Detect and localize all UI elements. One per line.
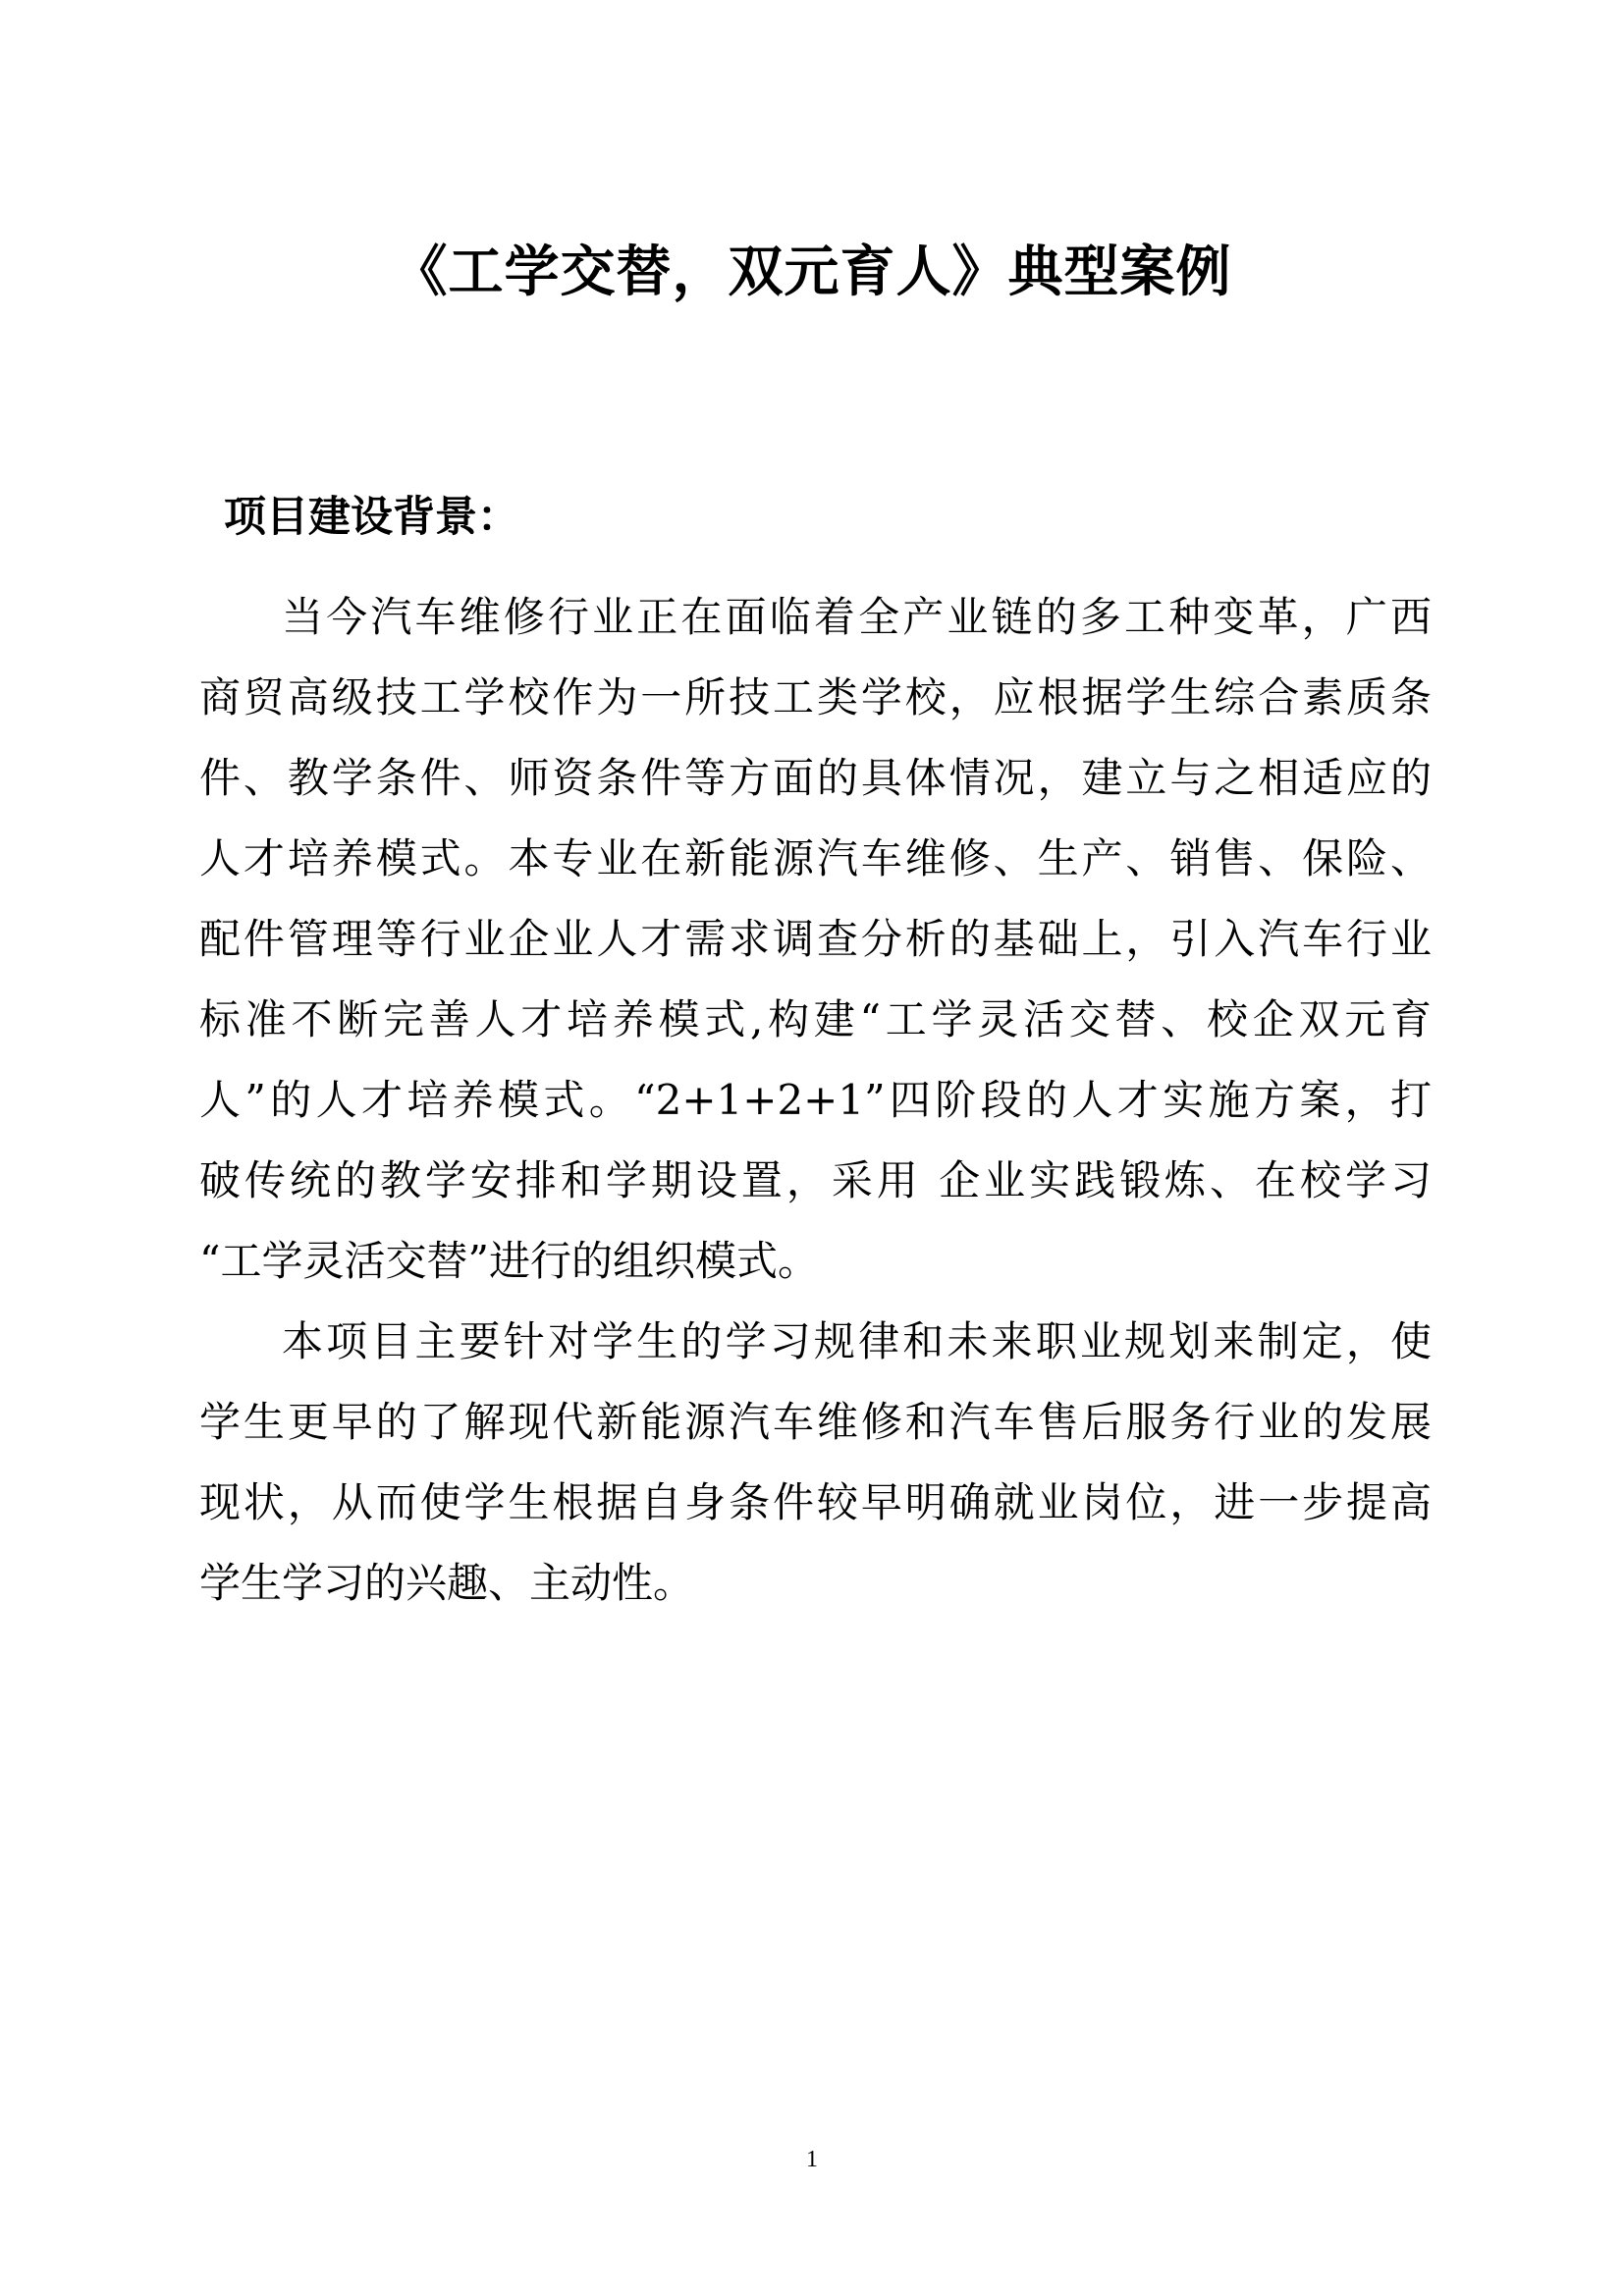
paragraph-line: 标准不断完善人才培养模式,构建“工学灵活交替、校企双元育: [199, 995, 1432, 1043]
paragraph-line: 件、教学条件、师资条件等方面的具体情况，建立与之相适应的: [199, 754, 1432, 802]
paragraph-line: 现状，从而使学生根据自身条件较早明确就业岗位，进一步提高: [199, 1478, 1432, 1526]
paragraph-line: “工学灵活交替”进行的组织模式。: [199, 1237, 819, 1285]
body-text: [199, 577, 1432, 1624]
paragraph-1: [199, 577, 1432, 1302]
document-title: 《工学交替，双元育人》典型案例: [392, 240, 1232, 304]
paragraph-2: [199, 1302, 1432, 1624]
paragraph-line: 当今汽车维修行业正在面临着全产业链的多工种变革，广西: [282, 593, 1432, 641]
paragraph-line: 商贸高级技工学校作为一所技工类学校，应根据学生综合素质条: [199, 673, 1432, 721]
paragraph-line: 本项目主要针对学生的学习规律和未来职业规划来制定，使: [282, 1317, 1432, 1365]
paragraph-line: 人”的人才培养模式。“2+1+2+1”四阶段的人才实施方案，打: [199, 1076, 1432, 1124]
paragraph-line: 学生学习的兴趣、主动性。: [199, 1559, 695, 1607]
page-number: 1: [806, 2147, 818, 2172]
paragraph-line: 配件管理等行业企业人才需求调查分析的基础上，引入汽车行业: [199, 915, 1432, 963]
paragraph-line: 破传统的教学安排和学期设置，采用 企业实践锻炼、在校学习: [199, 1156, 1432, 1204]
paragraph-line: 学生更早的了解现代新能源汽车维修和汽车售后服务行业的发展: [199, 1398, 1432, 1446]
paragraph-line: 人才培养模式。本专业在新能源汽车维修、生产、销售、保险、: [199, 834, 1432, 882]
section-heading: 项目建设背景：: [224, 493, 519, 542]
